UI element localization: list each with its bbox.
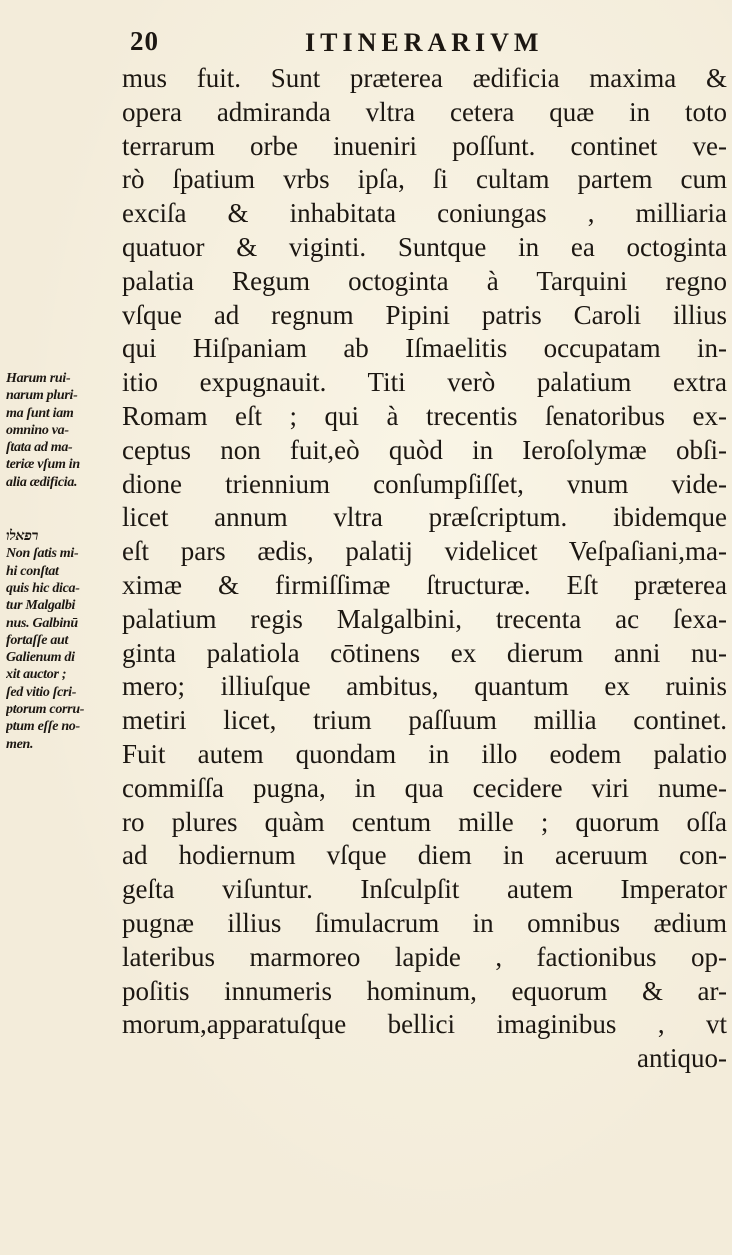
text-line: ceptus non fuit,eò quòd in Ieroſolymӕ obſi- xyxy=(122,434,727,465)
text-line: poſitis innumeris hominum, equorum & ar- xyxy=(122,975,727,1006)
margin-note-line: Galienum di xyxy=(6,650,75,666)
running-head: ITINERARIVM xyxy=(305,28,544,57)
text-line: mus fuit. Sunt prӕterea ӕdificia maxima & xyxy=(122,63,727,93)
text-line: palatia Regum octoginta à Tarquini regno xyxy=(122,265,727,296)
margin-note-line: ſtata ad ma- xyxy=(6,440,73,456)
margin-note-line: fortaſſe aut xyxy=(6,632,69,648)
page-number: 20 xyxy=(130,26,159,56)
margin-note-line: tur Malgalbi xyxy=(6,598,76,614)
text-line: ginta palatiola cōtinens ex dierum anni nu- xyxy=(122,637,727,668)
text-line: lateribus marmoreo lapide , factionibus op- xyxy=(122,941,727,972)
margin-note-line: ptum eſſe no- xyxy=(6,719,80,735)
margin-note-line: xit auctor ; xyxy=(6,667,67,683)
text-line: Fuit autem quondam in illo eodem palatio xyxy=(122,738,727,769)
text-line: vſque ad regnum Pipini patris Caroli illius xyxy=(122,299,727,330)
margin-note-line: quis hic dica- xyxy=(6,580,80,596)
text-line: metiri licet, trium paſſuum millia continet. xyxy=(122,705,727,736)
margin-note-line: narum pluri- xyxy=(6,388,78,404)
text-line: dione triennium conſumpſiſſet, vnum vide- xyxy=(122,468,727,499)
text-line: mero; illiuſque ambitus, quantum ex ruinis xyxy=(122,671,727,702)
margin-notes xyxy=(6,370,118,753)
text-line: terrarum orbe inueniri poſſunt. continet ve- xyxy=(122,130,727,161)
text-line: quatuor & viginti. Suntque in ea octoginta xyxy=(122,231,727,262)
text-line: commiſſa pugna, in qua cecidere viri nume- xyxy=(122,772,727,803)
main-text xyxy=(122,62,727,1076)
margin-note-line: Harum rui- xyxy=(6,371,71,386)
margin-note-line: hi conſtat xyxy=(6,563,59,579)
text-line: geſta viſuntur. Inſculpſit autem Imperator xyxy=(122,874,727,905)
text-line: rò ſpatium vrbs ipſa, ſi cultam partem cum xyxy=(122,164,727,195)
margin-note-line: alia ӕdificia. xyxy=(6,474,78,490)
margin-note-line: ptorum corru- xyxy=(6,702,85,718)
margin-note-line: nus. Galbinū xyxy=(6,615,78,631)
page-header xyxy=(0,22,732,62)
text-line: palatium regis Malgalbini, trecenta ac ſexa- xyxy=(122,603,727,634)
catchword: antiquo- xyxy=(637,1043,727,1074)
margin-note-line: Non ſatis mi- xyxy=(6,546,79,562)
margin-note-line: ſed vitio ſcri- xyxy=(6,684,77,700)
text-line: pugnӕ illius ſimulacrum in omnibus ӕdium xyxy=(122,907,727,938)
margin-note-line: רפאלו xyxy=(6,529,39,545)
text-line: ro plures quàm centum mille ; quorum oſſa xyxy=(122,806,727,837)
margin-note-line: men. xyxy=(6,736,34,752)
text-line: ximӕ & firmiſſimӕ ſtructurӕ. Eſt prӕterea xyxy=(122,569,727,600)
margin-note-line: omnino va- xyxy=(6,422,69,438)
text-line: ad hodiernum vſque diem in aceruum con- xyxy=(122,840,727,871)
margin-note-line: teriӕ vſum in xyxy=(6,457,80,473)
text-line: qui Hiſpaniam ab Iſmaelitis occupatam in- xyxy=(122,333,727,364)
margin-note-line: ma ſunt iam xyxy=(6,405,74,421)
text-line: morum,apparatuſque bellici imaginibus , vt xyxy=(122,1009,727,1040)
margin-note-spacer xyxy=(6,491,118,528)
text-line: exciſa & inhabitata coniungas , milliaria xyxy=(122,198,727,229)
text-line: Romam eſt ; qui à trecentis ſenatoribus ex- xyxy=(122,400,727,431)
text-line: licet annum vltra prӕſcriptum. ibidemque xyxy=(122,502,727,533)
text-line: opera admiranda vltra cetera quӕ in toto xyxy=(122,96,727,127)
text-line: itio expugnauit. Titi verò palatium extra xyxy=(122,367,727,398)
text-line: eſt pars ӕdis, palatij videlicet Veſpaſiani,ma- xyxy=(122,536,727,567)
